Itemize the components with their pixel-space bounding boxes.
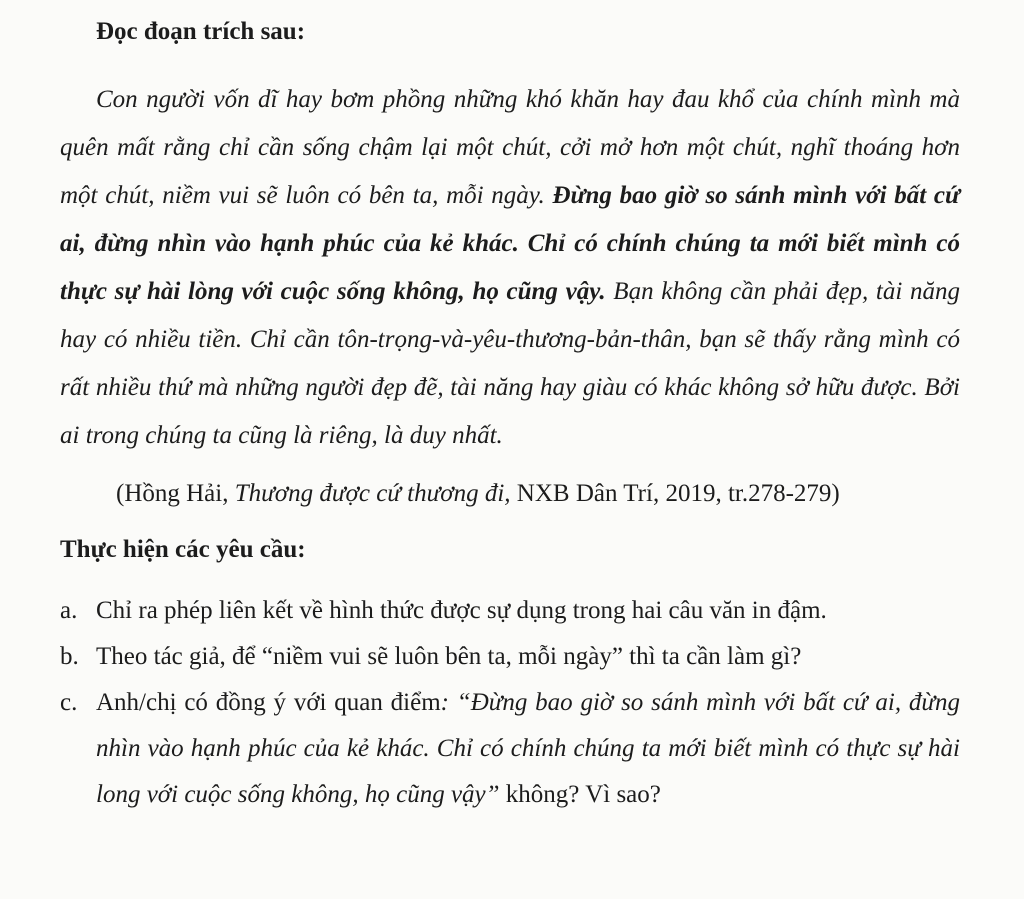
task-marker: c.: [60, 689, 78, 716]
passage-part-2: Bạn không cần phải đẹp, tài năng hay có nhiều tiền. Chỉ cần tôn-trọng-và-yêu-thương-bản-thân, bạn sẽ thấy rằng mình có rất nhiều thứ mà những người đẹp đẽ, tài năng hay giàu có khác không sở hữu được. Bởi ai trong chúng ta cũng là riêng, là duy nhất.: [60, 278, 960, 449]
task-item-a: [60, 588, 960, 634]
task-c-outro: không? Vì sao?: [499, 781, 661, 808]
reading-instruction-heading: Đọc đoạn trích sau:: [96, 18, 306, 45]
passage-bold-sentences: Đừng bao giờ so sánh mình với bất cứ ai, đừng nhìn vào hạnh phúc của kẻ khác. Chỉ có chính chúng ta mới biết mình có thực sự hài lòng với cuộc sống không, họ cũng vậy.: [60, 182, 960, 305]
passage-part-1: Con người vốn dĩ hay bơm phồng những khó khăn hay đau khổ của chính mình mà quên mất rằng chỉ cần sống chậm lại một chút, cởi mở hơn một chút, nghĩ thoáng hơn một chút, niềm vui sẽ luôn có bên ta, mỗi ngày.: [60, 86, 960, 209]
citation-author: (Hồng Hải,: [116, 480, 235, 507]
task-marker: a.: [60, 597, 78, 624]
task-text: Chỉ ra phép liên kết về hình thức được sự dụng trong hai câu văn in đậm.: [96, 597, 827, 624]
citation-book-title: Thương được cứ thương đi,: [234, 480, 511, 507]
tasks-heading: Thực hiện các yêu cầu:: [60, 536, 306, 563]
source-citation: [116, 476, 960, 512]
task-text: Theo tác giả, để “niềm vui sẽ luôn bên ta, mỗi ngày” thì ta cần làm gì?: [96, 643, 802, 670]
task-list: [60, 588, 960, 818]
task-marker: b.: [60, 643, 79, 670]
task-item-b: [60, 634, 960, 680]
task-c-intro: Anh/chị có đồng ý với quan điểm: [96, 689, 441, 716]
excerpt-passage: [60, 76, 960, 460]
task-c-quote: : “Đừng bao giờ so sánh mình với bất cứ ai, đừng nhìn vào hạnh phúc của kẻ khác. Chỉ có chính chúng ta mới biết mình có thực sự hài long với cuộc sống không, họ cũng vậy”: [96, 689, 960, 808]
task-item-c: [60, 680, 960, 818]
citation-publisher: NXB Dân Trí, 2019, tr.278-279): [510, 480, 840, 507]
task-text: [96, 680, 960, 818]
